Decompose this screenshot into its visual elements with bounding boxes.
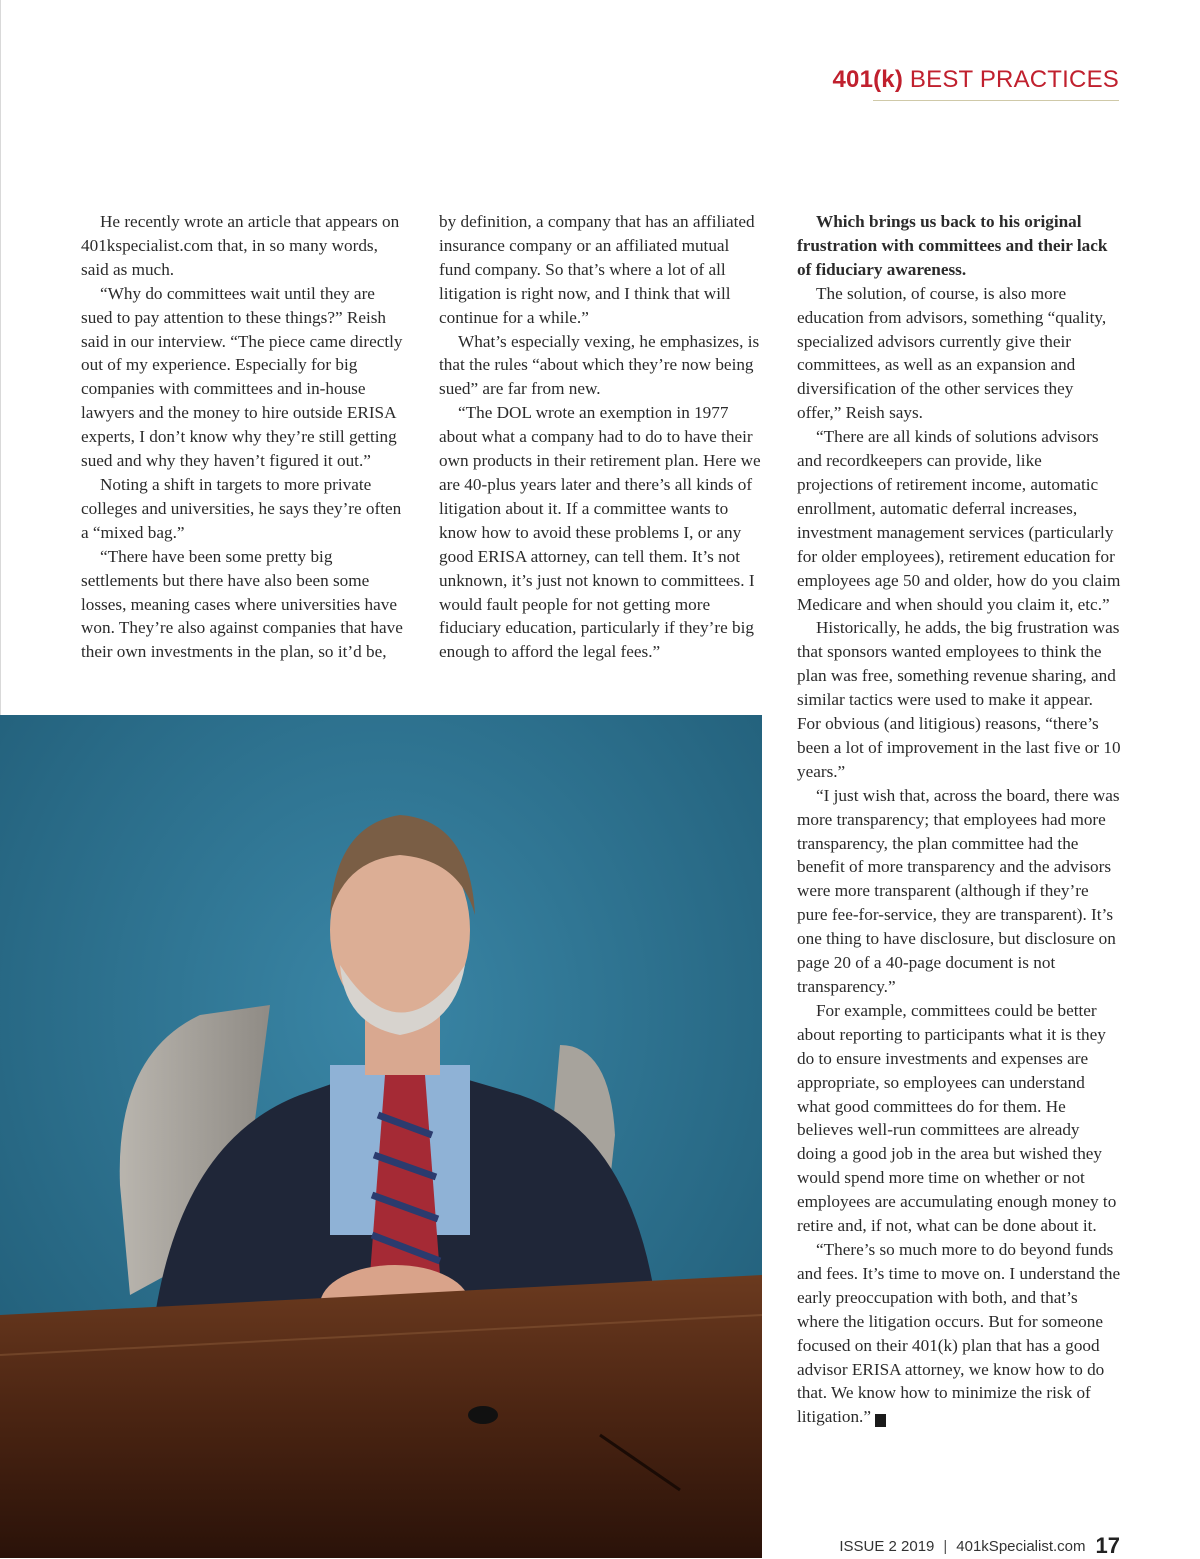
paragraph: Noting a shift in targets to more private colleges and universities, he says they’re often a “mixed bag.” (81, 474, 402, 542)
lead-paragraph: Which brings us back to his original frustration with committees and their lack of fiduciary awareness. (797, 212, 1108, 279)
paragraph: For example, committees could be better about reporting to participants what it is they do to ensure investments and expenses are appropriate, so employees can understand what good committees do for them. He believes well-run committees are already doing a good job in the area but wished they would spend more time on whether or not employees are accumulating enough money to retire and, if not, what can be done about it. (797, 1000, 1117, 1236)
article-column-3 (797, 210, 1121, 1429)
paragraph: He recently wrote an article that appears on 401kspecialist.com that, in so many words, said as much. (81, 212, 400, 279)
paragraph: The solution, of course, is also more education from advisors, something “quality, specialized advisors currently give their committees, as well as an expansion and diversification of the other services they offer,” Reish says. (797, 283, 1107, 423)
closing-text: “There’s so much more to do beyond funds and fees. It’s time to move on. I understand the early preoccupation with both, and that’s where the litigation occurs. But for someone focused on their 401(k) plan that has a good advisor ERISA attorney, we know how to do that. We know how to minimize the risk of litigation.” (797, 1239, 1121, 1427)
portrait-photo (0, 715, 762, 1558)
issue-label: ISSUE 2 2019 (839, 1538, 935, 1555)
article-column-2 (439, 210, 763, 664)
paragraph: “The DOL wrote an exemption in 1977 about what a company had to do to have their own products in their retirement plan. Here we are 40-plus years later and there’s all kinds of litigation about it. If a committee wants to know how to avoid these problems I, or any good ERISA attorney, can tell them. It’s not unknown, it’s just not known to committees. I would fault people for not getting more fiduciary education, particularly if they’re big enough to afford the legal fees.” (439, 403, 761, 662)
header-section: BEST PRACTICES (903, 66, 1119, 93)
end-mark-icon: K (875, 1414, 886, 1427)
footer-separator: | (943, 1538, 948, 1555)
article-column-1 (81, 210, 403, 664)
closing-paragraph (797, 1238, 1121, 1429)
paragraph: “I just wish that, across the board, there was more transparency; that employees had more transparency, the plan committee had the benefit of more transparency and the advisors were more transparent (although if they’re pure fee-for-service, they are transparent). It’s one thing to have disclosure, but disclosure on page 20 of a 40-page document is not transparency.” (797, 785, 1120, 996)
section-header (832, 66, 1119, 94)
paragraph: “There are all kinds of solutions advisors and recordkeepers can provide, like projections of retirement income, automatic enrollment, automatic deferral increases, investment management services (particularly for older employees), retirement education for employees age 50 and older, how do you claim Medicare and when should you claim it, etc.” (797, 427, 1121, 614)
paragraph: What’s especially vexing, he emphasizes, is that the rules “about which they’re now being sued” are far from new. (439, 331, 760, 399)
header-rule (873, 100, 1119, 101)
paragraph: “There have been some pretty big settlements but there have also been some losses, meaning cases where universities have won. They’re also against companies that have their own investments in the plan, so it’d be, (81, 546, 403, 662)
paragraph: Historically, he adds, the big frustration was that sponsors wanted employees to think the plan was free, something revenue sharing, and similar tactics were used to make it appear. For obvious (and litigious) reasons, “there’s been a lot of improvement in the last five or 10 years.” (797, 618, 1121, 781)
header-brand: 401(k) (832, 66, 904, 93)
page-number: 17 (1095, 1533, 1120, 1558)
website-label: 401kSpecialist.com (956, 1538, 1086, 1555)
paragraph: by definition, a company that has an affiliated insurance company or an affiliated mutual fund company. So that’s where a lot of all litigation is right now, and I think that will continue for a while.” (439, 212, 755, 327)
page-footer (839, 1533, 1120, 1559)
paragraph: “Why do committees wait until they are sued to pay attention to these things?” Reish said in our interview. “The piece came directly out of my experience. Especially for big companies with committees and in-house lawyers and the money to hire outside ERISA experts, I don’t know why they’re still getting sued and why they haven’t figured it out.” (81, 283, 403, 471)
